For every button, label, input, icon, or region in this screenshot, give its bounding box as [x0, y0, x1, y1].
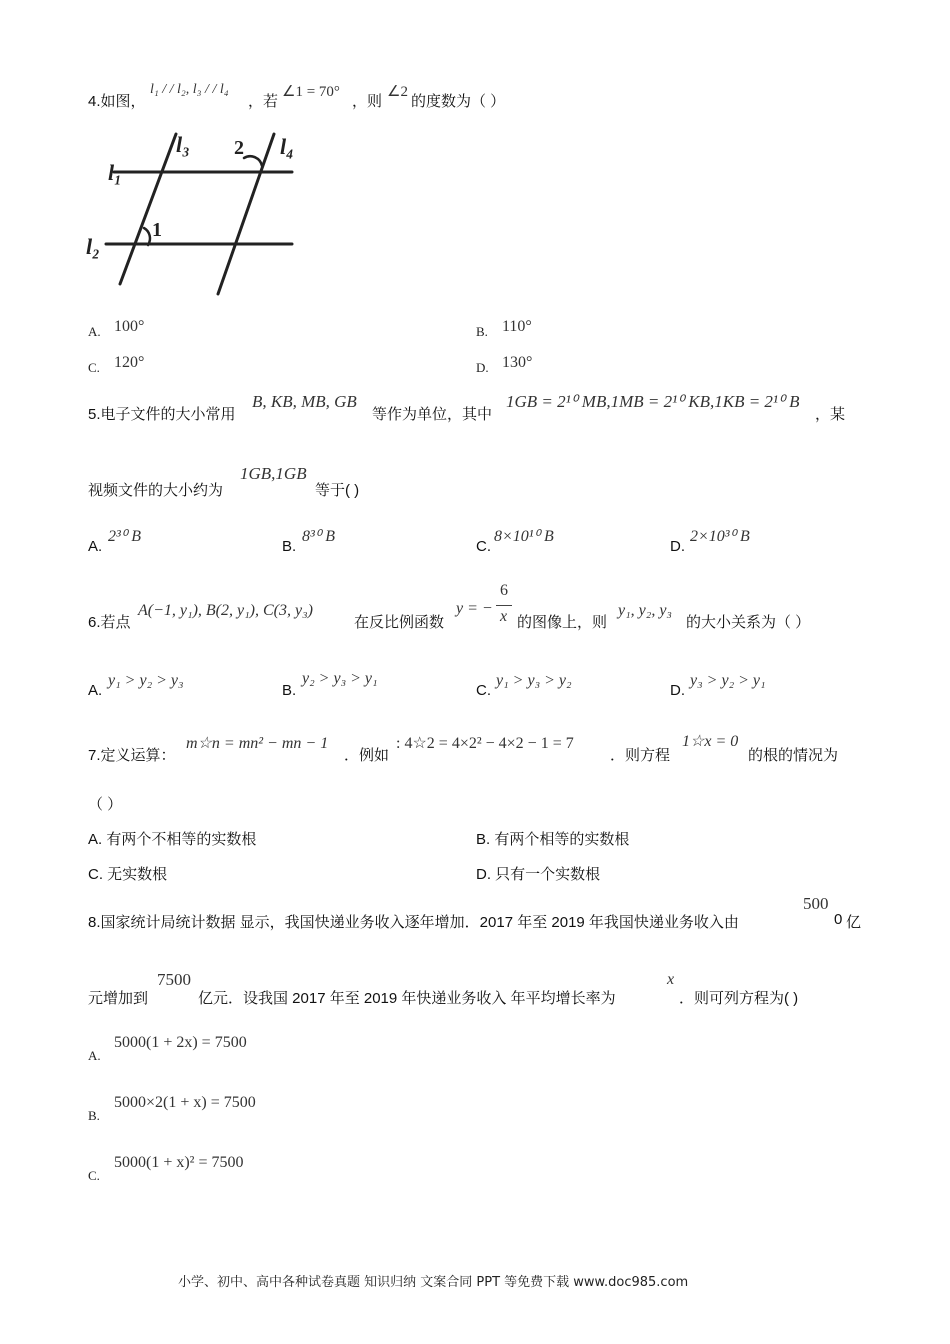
- q8-line2-mid: 亿元．设我国 2017 年至 2019 年快递业务收入 年平均增长率为: [198, 990, 616, 1007]
- label-l3: l₃: [176, 132, 190, 157]
- q6-tail: 的大小关系为（ ）: [686, 614, 811, 631]
- q6-func-numerator: 6: [500, 582, 508, 599]
- q5-option-a: 2³⁰ B: [108, 528, 141, 545]
- q6-fraction-bar: [496, 605, 512, 606]
- q7-mid: ．例如: [344, 747, 390, 764]
- q4-tail: 的度数为（ ）: [411, 93, 506, 110]
- q5-option-d: 2×10³⁰ B: [690, 528, 750, 545]
- page-footer: 小学、初中、高中各种试卷真题 知识归纳 文案合同 PPT 等免费下载 www.doc985.com: [178, 1275, 689, 1290]
- q7-lead: 7.定义运算：: [88, 747, 176, 764]
- q8-value-from-b: 0: [834, 911, 843, 928]
- label-l4: l₄: [280, 134, 294, 159]
- q4-option-a: 100°: [114, 318, 145, 335]
- q7-option-c: C. 无实数根: [88, 866, 168, 883]
- line-l3: [120, 134, 176, 284]
- q6-lead: 6.若点: [88, 614, 131, 631]
- q7-option-d: D. 只有一个实数根: [476, 866, 601, 883]
- q5-relation: 1GB = 2¹⁰ MB,1MB = 2¹⁰ KB,1KB = 2¹⁰ B: [506, 392, 800, 411]
- q5-line2-lead: 视频文件的大小约为: [88, 482, 224, 499]
- q6-option-d-letter: D.: [670, 682, 685, 699]
- q8-option-b: 5000×2(1 + x) = 7500: [114, 1094, 256, 1111]
- q8-option-c-letter: C.: [88, 1168, 100, 1183]
- label-angle-2: 2: [234, 137, 244, 159]
- q4-mid2: ，则: [352, 93, 383, 110]
- q6-vars: y₁, y₂, y₃: [618, 602, 672, 619]
- q7-definition: m☆n = mn² − mn − 1: [186, 735, 329, 752]
- q8-option-c: 5000(1 + x)² = 7500: [114, 1154, 244, 1171]
- q5-option-b: 8³⁰ B: [302, 528, 335, 545]
- q6-option-b-letter: B.: [282, 682, 297, 699]
- q7-option-b: B. 有两个相等的实数根: [476, 831, 630, 848]
- q8-line1-tail: 亿: [846, 914, 862, 931]
- label-l2: l₂: [86, 234, 100, 259]
- q6-option-c: y₁ > y₃ > y₂: [496, 672, 572, 689]
- q4-option-b-letter: B.: [476, 324, 488, 339]
- q7-line2: （ ）: [88, 796, 123, 813]
- q5-tail: ，某: [815, 406, 846, 423]
- q5-option-a-letter: A.: [88, 538, 103, 555]
- q4-option-c-letter: C.: [88, 360, 100, 375]
- q5-mid: 等作为单位，其中: [372, 406, 493, 423]
- q5-line2-tail: 等于( ): [315, 482, 360, 499]
- q8-option-b-letter: B.: [88, 1108, 100, 1123]
- q6-func-denominator: x: [500, 608, 508, 625]
- q4-mid: ，若: [248, 93, 279, 110]
- angle-1-arc: [144, 228, 150, 245]
- q8-value-to: 7500: [157, 970, 191, 989]
- parallel-lines-figure: [84, 128, 304, 298]
- angle-2-arc: [244, 156, 262, 166]
- q8-line1: 8.国家统计局统计数据 显示，我国快递业务收入逐年增加．2017 年至 2019 年我国快递业务收入由: [88, 914, 739, 931]
- q7-option-a: A. 有两个不相等的实数根: [88, 831, 257, 848]
- q5-units: B, KB, MB, GB: [252, 392, 357, 411]
- q7-tail: 的根的情况为: [748, 747, 839, 764]
- q8-value-from-a: 500: [803, 894, 829, 913]
- q5-option-d-letter: D.: [670, 538, 685, 555]
- q8-option-a: 5000(1 + 2x) = 7500: [114, 1034, 247, 1051]
- q7-example: : 4☆2 = 4×2² − 4×2 − 1 = 7: [396, 735, 574, 752]
- q6-option-c-letter: C.: [476, 682, 491, 699]
- q6-func-lhs: y = −: [456, 600, 493, 617]
- q4-option-d-letter: D.: [476, 360, 489, 375]
- q8-option-a-letter: A.: [88, 1048, 101, 1063]
- q6-option-a-letter: A.: [88, 682, 103, 699]
- q4-condition-math: l₁ / / l₂, l₃ / / l₄: [150, 82, 229, 97]
- q5-lead: 5.电子文件的大小常用: [88, 406, 236, 423]
- q6-mid: 在反比例函数: [354, 614, 445, 631]
- q6-option-a: y₁ > y₂ > y₃: [108, 672, 184, 689]
- q6-mid2: 的图像上，则: [517, 614, 608, 631]
- q4-option-b: 110°: [502, 318, 532, 335]
- q4-option-a-letter: A.: [88, 324, 101, 339]
- q5-option-c: 8×10¹⁰ B: [494, 528, 554, 545]
- q5-option-c-letter: C.: [476, 538, 491, 555]
- q4-angle2: ∠2: [387, 84, 408, 100]
- q5-line2-math: 1GB,1GB: [240, 464, 307, 483]
- q6-points: A(−1, y₁), B(2, y₁), C(3, y₃): [138, 602, 313, 619]
- q4-angle1: ∠1 = 70°: [282, 84, 340, 100]
- label-angle-1: 1: [152, 219, 162, 241]
- q4-lead: 4.如图，: [88, 93, 146, 110]
- q6-option-b: y₂ > y₃ > y₁: [302, 670, 378, 687]
- q6-option-d: y₃ > y₂ > y₁: [690, 672, 766, 689]
- label-l1: l₁: [108, 160, 122, 185]
- q4-option-c: 120°: [114, 354, 145, 371]
- q5-option-b-letter: B.: [282, 538, 297, 555]
- q8-var: x: [667, 971, 675, 988]
- q7-mid2: ．则方程: [610, 747, 671, 764]
- q8-line2-lead: 元增加到: [88, 990, 149, 1007]
- q7-equation: 1☆x = 0: [682, 733, 739, 750]
- q8-line2-tail: ．则可列方程为( ): [679, 990, 799, 1007]
- q4-option-d: 130°: [502, 354, 533, 371]
